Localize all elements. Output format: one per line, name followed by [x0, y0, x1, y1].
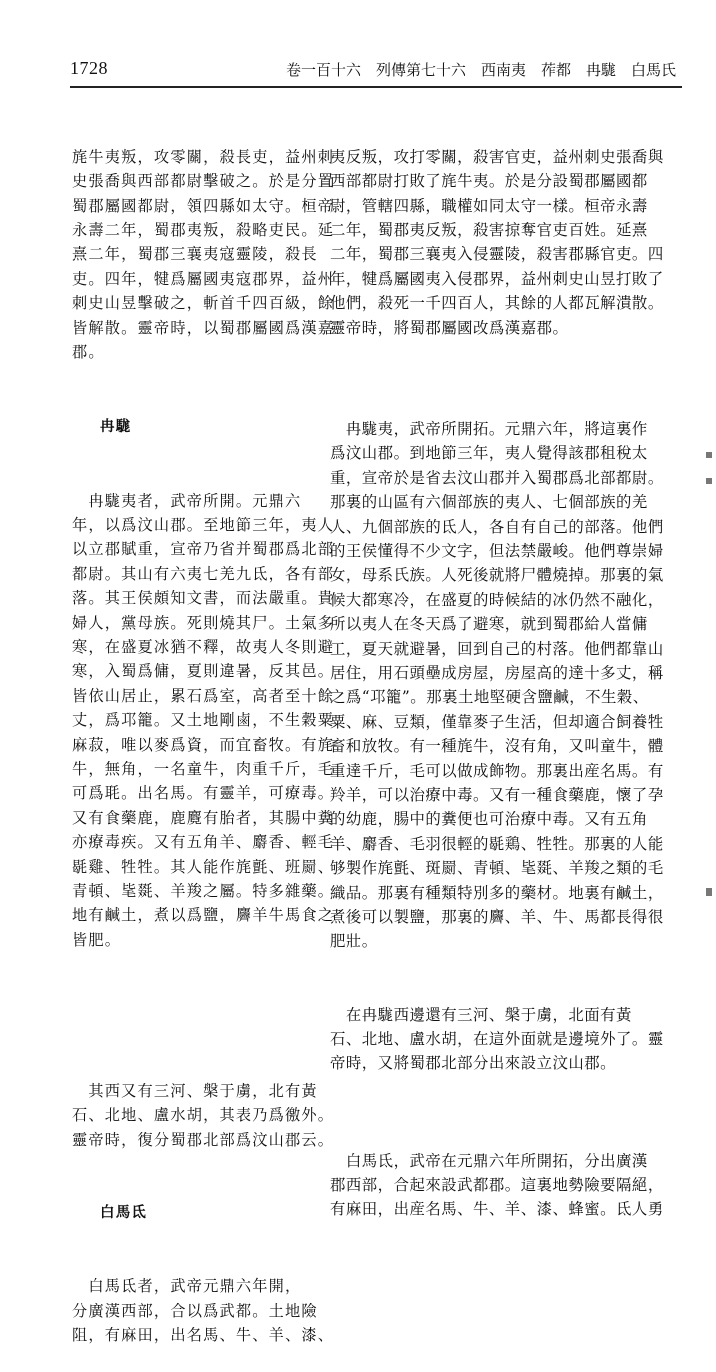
left-paragraph-baimadi: 白馬氐者，武帝元鼎六年開， 分廣漢西部，合以爲武都。土地險 阻，有麻田，出名馬、牛、羊、漆、	[72, 1277, 335, 1345]
scan-edge-mark	[706, 452, 712, 458]
right-paragraph-ranmang: 冉駹夷，武帝所開拓。元鼎六年，將這裏作 爲汶山郡。到地節三年，夷人覺得該郡租稅太 重，宣帝於是省去汶山郡并入蜀郡爲北部都尉。 那裏的山區有六個部族的夷人、七個部族的羌 人、九個部族的氐人，各自有自己的部落。他們 的王侯懂得不少文字，但法禁嚴峻。他們尊崇婦 女，母系氏族。人死後就將尸體燒掉。那裏的氣 候大都寒冷，在盛夏的時候結的冰仍然不融化， 所以夷人在冬天爲了避寒，就到蜀郡給人當傭 工，夏天就避暑，回到自己的村落。他們都靠山 居住，用石頭壘成房屋，房屋高的達十多丈，稱 之爲“邛籠”。那裏土地堅硬含鹽鹹，不生穀、 粟、麻、豆類，僅靠麥子生活，但却適合飼養牲 畜和放牧。有一種旄牛，沒有角，又叫童牛，體 重達千斤，毛可以做成飾物。那裏出産名馬。有 羚羊，可以治療中毒。又有一種食藥鹿，懷了孕 的幼鹿，腸中的糞便也可治療中毒。又有五角 羊、麝香、毛羽很輕的毼鶏、牲牲。那裏的人能 够製作旄氈、斑罽、青頓、毞毲、羊羧之類的毛 織品。那裏有種類特別多的藥材。地裏有鹹土， 煮後可以製鹽，那裏的麡、羊、牛、馬都長得很 肥壯。	[330, 419, 664, 951]
left-paragraph-ranmang: 冉駹夷者，武帝所開。元鼎六 年，以爲汶山郡。至地節三年，夷人 以立郡賦重，宣帝乃省并蜀郡爲北部 都尉。其山有六夷七羌九氐，各有部 落。其王侯頗知文書，而法嚴重。貴 婦人，黨母族。死則燒其尸。土氣多 寒，在盛夏冰猶不釋，故夷人冬則避 寒，入蜀爲傭，夏則違暑，反其邑。 皆依山居止，累石爲室，高者至十餘 丈，爲邛籠。又土地剛鹵，不生穀粟 麻菽，唯以麥爲資，而宜畜牧。有旄 牛，無角，一名童牛，肉重千斤，毛 可爲毦。出名馬。有靈羊，可療毒。 又有食藥鹿，鹿麑有胎者，其腸中糞 亦療毒疾。又有五角羊、麝香、輕毛 毼雞、牲牲。其人能作旄氈、班罽、 青頓、毞毲、羊羧之屬。特多雜藥。 地有鹹土，煮以爲鹽，麡羊牛馬食之 皆肥。	[72, 491, 335, 949]
section-heading-ranmang: 冉駹	[100, 419, 132, 436]
scan-edge-mark	[706, 888, 712, 896]
scan-edge-mark	[706, 478, 712, 484]
classical-text-column	[72, 96, 335, 1372]
translation-column	[330, 96, 664, 1246]
right-paragraph-zuodu-end: 夷反叛，攻打零關，殺害官吏，益州刺史張喬與 西部都尉打敗了旄牛夷。於是分設蜀郡屬國都 尉，管轄四縣，職權如同太守一樣。桓帝永壽 二年，蜀郡夷反叛，殺害掠奪官吏百姓。延熹 二年，蜀郡三襄夷入侵靈陵，殺害郡縣官吏。四 年，犍爲屬國夷入侵郡界，益州刺史山昱打敗了 他們，殺死一千四百人，其餘的人都瓦解潰散。 靈帝時，將蜀郡屬國改爲漢嘉郡。	[330, 147, 664, 337]
running-head: 卷一百十六 列傳第七十六 西南夷 莋都 冉駹 白馬氏	[285, 61, 676, 79]
right-paragraph-baimadi: 白馬氐，武帝在元鼎六年所開拓，分出廣漢 郡西部，合起來設武都郡。這裏地勢險要隔絕， 有麻田，出産名馬、牛、羊、漆、蜂蜜。氐人勇	[330, 1151, 664, 1219]
header-rule	[70, 86, 682, 88]
left-paragraph-zuodu-end: 旄牛夷叛，攻零關，殺長吏，益州刺 史張喬與西部都尉擊破之。於是分置 蜀郡屬國都尉，領四縣如太守。桓帝 永壽二年，蜀郡夷叛，殺略吏民。延 熹二年，蜀郡三襄夷寇靈陵，殺長 吏。四年，犍爲屬國夷寇郡界，益州 刺史山昱擊破之，斬首千四百級，餘 皆解散。靈帝時，以蜀郡屬國爲漢嘉 郡。	[72, 147, 335, 362]
page-header	[70, 58, 706, 82]
left-paragraph-ranmang-borders: 其西又有三河、槃于虜，北有黃 石、北地、盧水胡，其表乃爲徼外。 靈帝時，復分蜀郡北部爲汶山郡云。	[72, 1082, 335, 1149]
section-heading-baimadi: 白馬氐	[100, 1205, 148, 1222]
page-number: 1728	[70, 58, 108, 78]
right-paragraph-ranmang-borders: 在冉駹西邊還有三河、槃于虜，北面有黃 石、北地、盧水胡，在這外面就是邊境外了。靈 帝時，又將蜀郡北部分出來設立汶山郡。	[330, 1005, 664, 1073]
